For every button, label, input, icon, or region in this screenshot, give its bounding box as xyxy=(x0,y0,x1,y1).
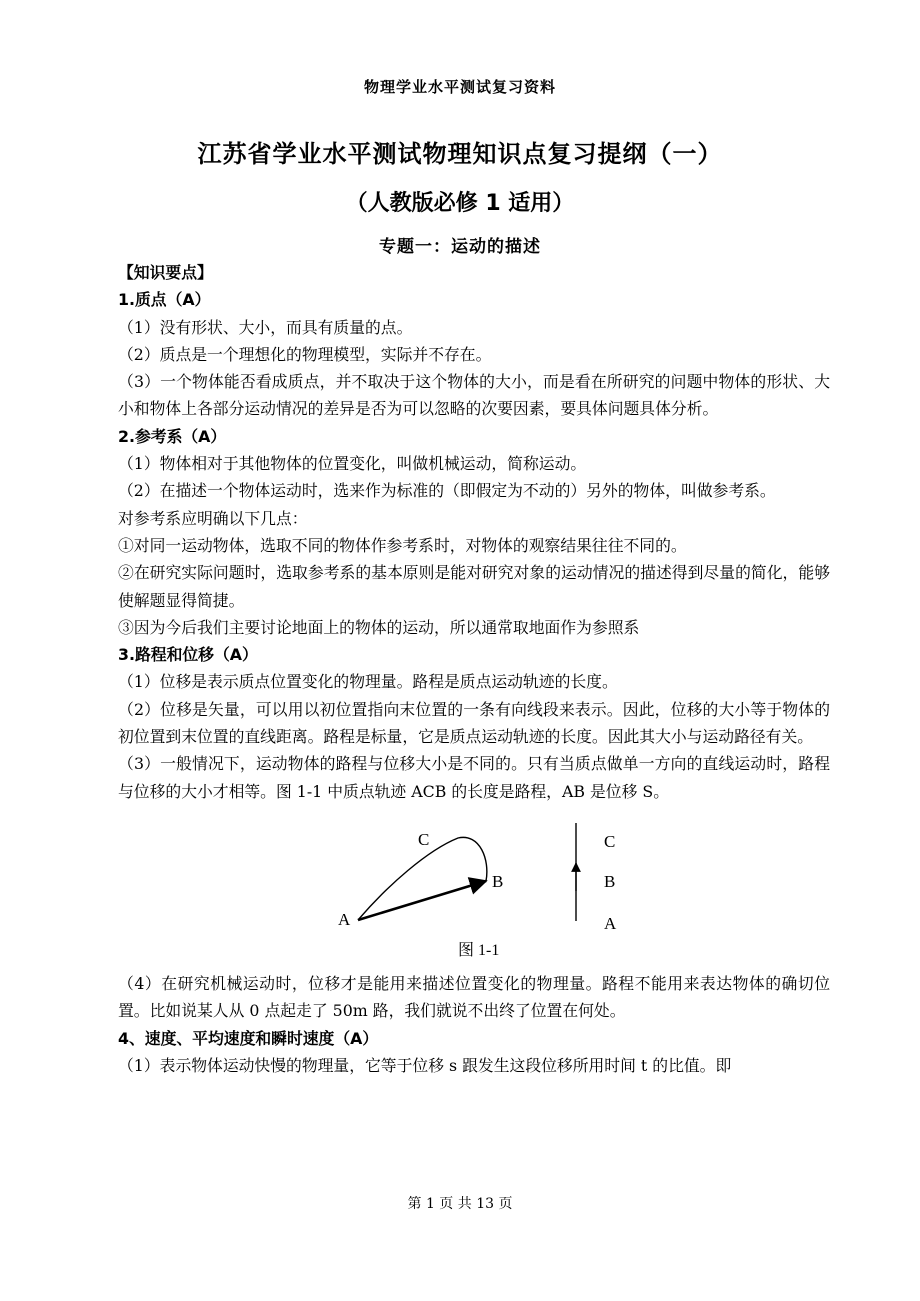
document-subtitle: （人教版必修 1 适用） xyxy=(345,191,575,216)
displacement-arrow xyxy=(358,881,486,920)
section-label: 【知识要点】 xyxy=(118,263,213,282)
point-label-a: A xyxy=(338,909,351,929)
paragraph: （1）表示物体运动快慢的物理量，它等于位移 s 跟发生这段位移所用时间 t 的比值。即 xyxy=(118,1055,732,1075)
trajectory-diagram xyxy=(118,805,830,970)
paragraph: ①对同一运动物体，选取不同的物体作参考系时，对物体的观察结果往往不同的。 xyxy=(118,535,687,555)
paragraph: ③因为今后我们主要讨论地面上的物体的运动，所以通常取地面作为参照系 xyxy=(118,617,640,637)
line-label-b: B xyxy=(604,871,616,891)
paragraph: （1）位移是表示质点位置变化的物理量。路程是质点运动轨迹的长度。 xyxy=(118,672,618,692)
line-label-c: C xyxy=(604,831,616,851)
paragraph: （1）物体相对于其他物体的位置变化，叫做机械运动，简称运动。 xyxy=(118,454,587,474)
running-header: 物理学业水平测试复习资料 xyxy=(363,78,556,96)
section-heading-4: 4、速度、平均速度和瞬时速度（A） xyxy=(118,1028,379,1048)
figure-1-1 xyxy=(118,805,830,970)
paragraph: （3）一个物体能否看成质点，并不取决于这个物体的大小，而是看在所研究的问题中物体的形状、大小和物体上各部分运动情况的差异是否为可以忽略的次要因素，要具体问题具体分析。 xyxy=(118,372,830,419)
figure-caption: 图 1-1 xyxy=(458,941,500,959)
section-heading-2: 2.参考系（A） xyxy=(118,426,227,446)
paragraph: （4）在研究机械运动时，位移才是能用来描述位置变化的物理量。路程不能用来表达物体的确切位置。比如说某人从 0 点起走了 50m 路，我们就说不出终了位置在何处。 xyxy=(118,973,830,1021)
topic-title: 专题一：运动的描述 xyxy=(379,237,541,257)
paragraph: ②在研究实际问题时，选取参考系的基本原则是能对研究对象的运动情况的描述得到尽量的简化，能够使解题显得简捷。 xyxy=(118,563,830,610)
point-label-b: B xyxy=(492,871,504,891)
paragraph: （2）在描述一个物体运动时，选来作为标准的（即假定为不动的）另外的物体，叫做参考系。 xyxy=(118,481,776,501)
line-label-a: A xyxy=(604,913,617,933)
paragraph: （3）一般情况下，运动物体的路程与位移大小是不同的。只有当质点做单一方向的直线运动时，路程与位移的大小才相等。图 1-1 中质点轨迹 ACB 的长度是路程，AB 是位移 S。 xyxy=(118,754,830,801)
section-heading-3: 3.路程和位移（A） xyxy=(118,645,258,665)
paragraph: 对参考系应明确以下几点： xyxy=(118,508,308,528)
paragraph: （1）没有形状、大小，而具有质量的点。 xyxy=(118,317,413,337)
point-label-c: C xyxy=(418,829,430,849)
trajectory-curve xyxy=(358,837,487,920)
document-title: 江苏省学业水平测试物理知识点复习提纲（一） xyxy=(197,140,723,168)
section-heading-1: 1.质点（A） xyxy=(118,290,211,310)
paragraph: （2）质点是一个理想化的物理模型，实际并不存在。 xyxy=(118,344,492,364)
document-body xyxy=(118,259,830,1079)
page-footer: 第 1 页 共 13 页 xyxy=(407,1196,513,1212)
paragraph: （2）位移是矢量，可以用以初位置指向末位置的一条有向线段来表示。因此，位移的大小等于物体的初位置到末位置的直线距离。路程是标量，它是质点运动轨迹的长度。因此其大小与运动路径有关。 xyxy=(118,699,830,747)
